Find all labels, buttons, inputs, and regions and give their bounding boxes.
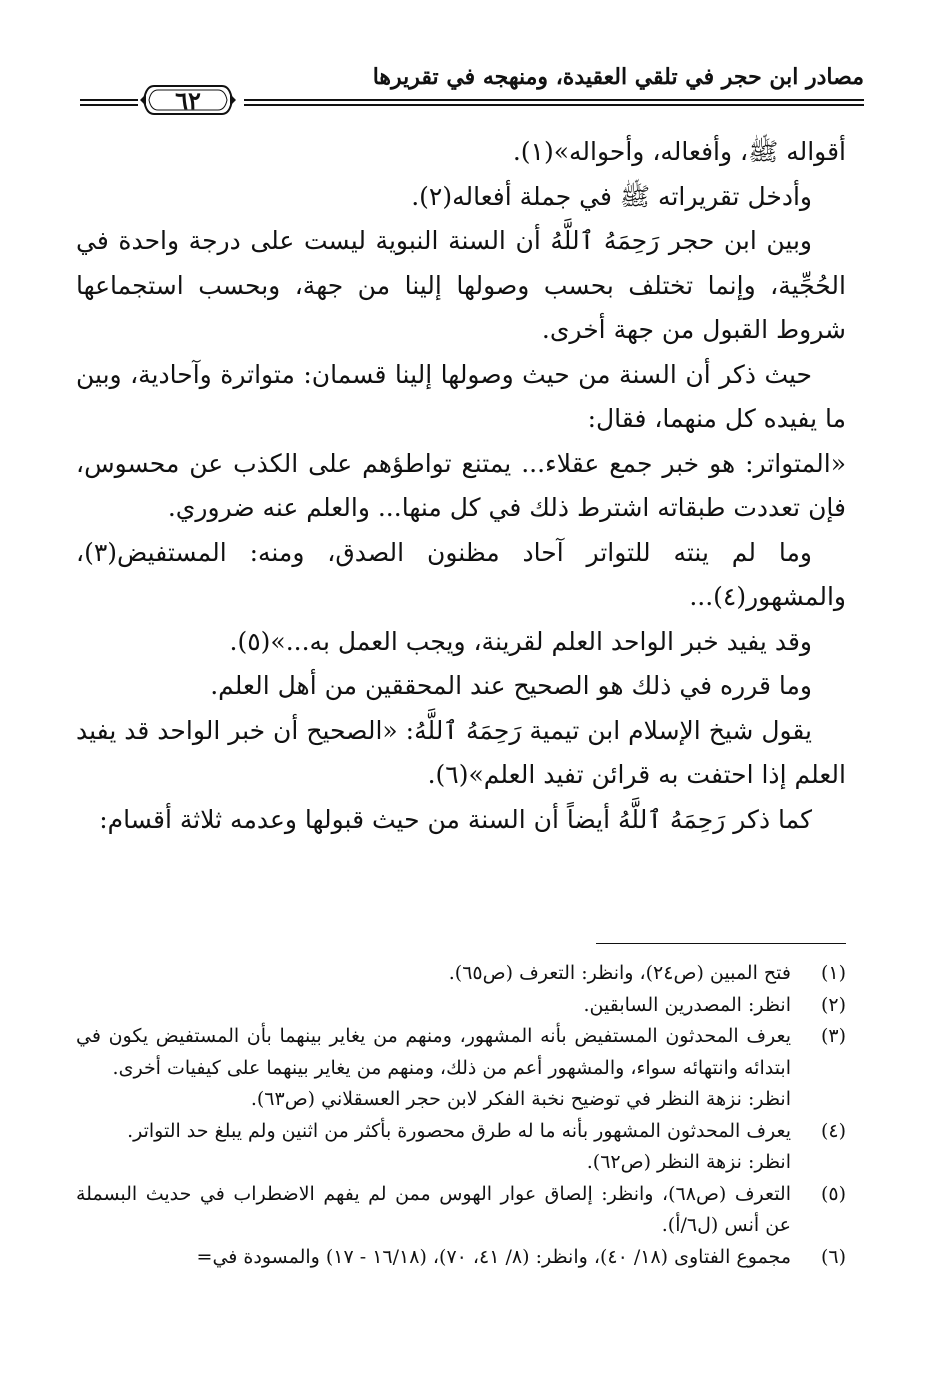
footnote (76, 1242, 846, 1274)
main-text (76, 130, 846, 842)
paragraph: أقواله ﷺ، وأفعاله، وأحواله»(١). (512, 137, 846, 166)
header-rule (244, 104, 864, 106)
header-rule (80, 104, 138, 106)
paragraph: كما ذكر رَحِمَهُ ٱللَّهُ أيضاً أن السنة من حيث قبولها وعدمه ثلاثة أقسام: (99, 804, 812, 834)
footnote (76, 1021, 846, 1084)
paragraph: وأدخل تقريراته ﷺ في جملة أفعاله(٢). (411, 181, 812, 211)
footnotes (76, 958, 846, 1273)
footnote-number: (٦) (820, 1245, 846, 1268)
footnote-text: يعرف المحدثون المشهور بأنه ما له طرق محصورة بأكثر من اثنين ولم يبلغ حد التواتر. (127, 1119, 791, 1142)
paragraph: وما قرره في ذلك هو الصحيح عند المحققين من أهل العلم. (210, 671, 812, 700)
footnote-number: (٤) (820, 1119, 846, 1142)
footnote-text: انظر: المصدرين السابقين. (583, 993, 791, 1016)
footnote-continuation: انظر: نزهة النظر في توضيح نخبة الفكر لابن حجر العسقلاني (ص٦٣). (250, 1088, 791, 1110)
header-rule (244, 99, 864, 101)
footnote-text: يعرف المحدثون المستفيض بأنه المشهور، ومنهم من يغاير بينهما بأن المستفيض يكون في ابتدائه وانتهائه سواء، والمشهور أعم من ذلك، ومنهم من يغاير بينهما على كيفيات أخرى. (76, 1025, 791, 1079)
quote-paragraph: «المتواتر: هو خبر جمع عقلاء... يمتنع تواطؤهم على الكذب عن محسوس، فإن تعددت طبقاته اشترط ذلك في كل منها... والعلم عنه ضروري. (76, 448, 846, 522)
footnote-number: (٢) (820, 993, 846, 1016)
footnote-text: فتح المبين (ص٢٤)، وانظر: التعرف (ص٦٥). (448, 962, 791, 984)
paragraph: حيث ذكر أن السنة من حيث وصولها إلينا قسمان: متواترة وآحادية، وبين ما يفيده كل منهما، فقال: (76, 359, 846, 433)
footnote-number: (٥) (820, 1182, 846, 1205)
footnote (76, 958, 846, 990)
footnote-separator (596, 943, 846, 944)
footnote-number: (١) (820, 962, 846, 984)
running-header-title: مصادر ابن حجر في تلقي العقيدة، ومنهجه في تقريرها (372, 64, 864, 90)
footnote-text: التعرف (ص٦٨)، وانظر: إلصاق عوار الهوس ممن لم يفهم الاضطراب في حديث البسملة عن أنس (ل٦/أ). (76, 1182, 791, 1236)
paragraph: وما لم ينته للتواتر آحاد مظنون الصدق، ومنه: المستفيض(٣)، والمشهور(٤)... (76, 537, 846, 611)
header-rule (80, 99, 138, 101)
footnote-continuation: انظر: نزهة النظر (ص٦٢). (586, 1151, 791, 1173)
footnote (76, 1179, 846, 1242)
footnote-number: (٣) (820, 1025, 846, 1047)
footnote (76, 990, 846, 1022)
page-number: ٦٢ (175, 86, 201, 115)
paragraph: وبين ابن حجر رَحِمَهُ ٱللَّهُ أن السنة النبوية ليست على درجة واحدة في الحُجِّية، وإنما تختلف بحسب وصولها إلينا من جهة، وبحسب استجماعها شروط القبول من جهة أخرى. (76, 226, 846, 344)
footnote (76, 1116, 846, 1148)
paragraph: يقول شيخ الإسلام ابن تيمية رَحِمَهُ ٱللَّهُ: «الصحيح أن خبر الواحد قد يفيد العلم إذا احتفت به قرائن تفيد العلم»(٦). (76, 715, 846, 789)
page-number-ornament (140, 82, 236, 118)
footnote-text: مجموع الفتاوى (١٨/ ٤٠)، وانظر: (٨/ ٤١، ٧٠)، (١٦/١٨ - ١٧) والمسودة في= (196, 1245, 791, 1268)
paragraph: وقد يفيد خبر الواحد العلم لقرينة، ويجب العمل به...»(٥). (229, 626, 812, 656)
